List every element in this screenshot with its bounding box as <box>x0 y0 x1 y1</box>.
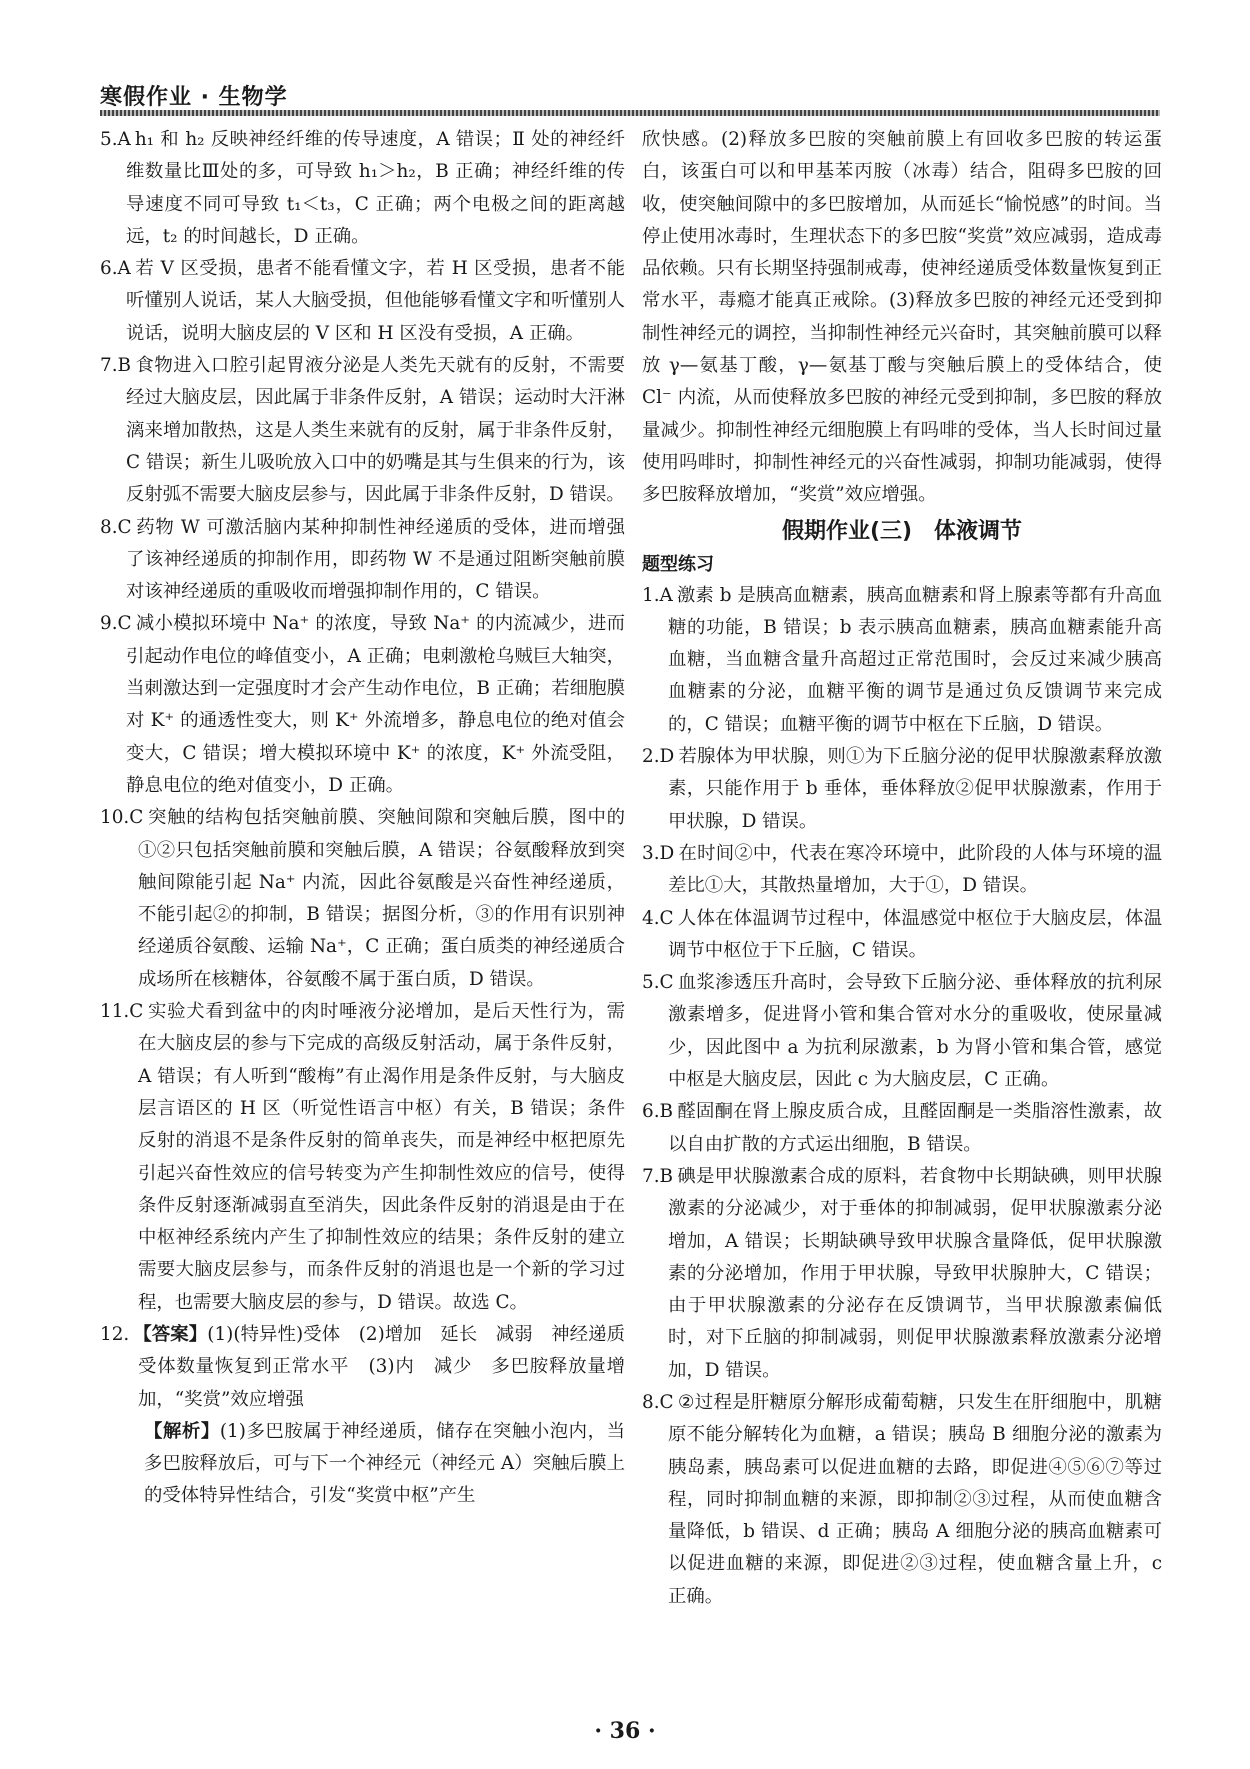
page-header <box>100 80 1160 111</box>
sub-title: 题型练习 <box>642 553 714 575</box>
header-rule <box>100 110 1160 116</box>
answer-item: 6.B 醛固酮在肾上腺皮质合成，且醛固酮是一类脂溶性激素，故以自由扩散的方式运出细胞，B 错误。 <box>642 1101 1162 1155</box>
answer-item: 9.C 减小模拟环境中 Na⁺ 的浓度，导致 Na⁺ 的内流减少，进而引起动作电位的峰值变小，A 正确；电刺激枪乌贼巨大轴突，当刺激达到一定强度时才会产生动作电位，B 正确；若细胞膜对 K⁺ 的通透性变大，则 K⁺ 外流增多，静息电位的绝对值会变大，C 错误；增大模拟环境中 K⁺ 的浓度，K⁺ 外流受阻，静息电位的绝对值变小，D 正确。 <box>100 613 625 796</box>
header-title: 寒假作业 · 生物学 <box>100 85 288 110</box>
section-title: 假期作业(三) 体液调节 <box>781 518 1023 544</box>
analysis-text: (1)多巴胺属于神经递质，储存在突触小泡内，当多巴胺释放后，可与下一个神经元（神经元 A）突触后膜上的受体特异性结合，引发“奖赏中枢”产生 <box>144 1420 625 1507</box>
analysis-paragraph <box>100 1416 625 1513</box>
answer-item: 10.C 突触的结构包括突触前膜、突触间隙和突触后膜，图中的①②只包括突触前膜和突触后膜，A 错误；谷氨酸释放到突触间隙能引起 Na⁺ 内流，因此谷氨酸是兴奋性神经递质，不能引起②的抑制，B 错误；据图分析，③的作用有识别神经递质谷氨酸、运输 Na⁺，C 正确；蛋白质类的神经递质合成场所在核糖体，谷氨酸不属于蛋白质，D 错误。 <box>100 807 625 990</box>
answer-item: 5.A h₁ 和 h₂ 反映神经纤维的传导速度，A 错误；Ⅱ 处的神经纤维数量比Ⅲ处的多，可导致 h₁＞h₂，B 正确；神经纤维的传导速度不同可导致 t₁＜t₃，C 正确；两个电极之间的距离越远，t₂ 的时间越长，D 正确。 <box>100 129 625 247</box>
answer-item: 11.C 实验犬看到盆中的肉时唾液分泌增加，是后天性行为，需在大脑皮层的参与下完成的高级反射活动，属于条件反射，A 错误；有人听到“酸梅”有止渴作用是条件反射，与大脑皮层言语区的 H 区（听觉性语言中枢）有关，B 错误；条件反射的消退不是条件反射的简单丧失，而是神经中枢把原先引起兴奋性效应的信号转变为产生抑制性效应的信号，使得条件反射逐渐减弱直至消失，因此条件反射的消退是由于在中枢神经系统内产生了抑制性效应的结果；条件反射的建立需要大脑皮层参与，而条件反射的消退也是一个新的学习过程，也需要大脑皮层的参与，D 错误。故选 C。 <box>100 1001 625 1313</box>
page-number: · 36 · <box>594 1718 656 1744</box>
analysis-label: 【解析】 <box>144 1420 220 1442</box>
answer-label: 【答案】 <box>133 1323 208 1345</box>
left-column <box>100 124 625 1513</box>
answer-item: 8.C 药物 W 可激活脑内某种抑制性神经递质的受体，进而增强了该神经递质的抑制作用，即药物 W 不是通过阻断突触前膜对该神经递质的重吸收而增强抑制作用的，C 错误。 <box>100 516 625 603</box>
answer-item: 8.C ②过程是肝糖原分解形成葡萄糖，只发生在肝细胞中，肌糖原不能分解转化为血糖，a 错误；胰岛 B 细胞分泌的激素为胰岛素，胰岛素可以促进血糖的去路，即促进④⑤⑥⑦等过程，同时抑制血糖的来源，即抑制②③过程，从而使血糖含量降低，b 错误、d 正确；胰岛 A 细胞分泌的胰高血糖素可以促进血糖的来源，即促进②③过程，使血糖含量上升，c 正确。 <box>642 1391 1162 1607</box>
analysis-continuation: 欣快感。(2)释放多巴胺的突触前膜上有回收多巴胺的转运蛋白，该蛋白可以和甲基苯丙胺（冰毒）结合，阻碍多巴胺的回收，使突触间隙中的多巴胺增加，从而延长“愉悦感”的时间。当停止使用冰毒时，生理状态下的多巴胺“奖赏”效应减弱，造成毒品依赖。只有长期坚持强制戒毒，使神经递质受体数量恢复到正常水平，毒瘾才能真正戒除。(3)释放多巴胺的神经元还受到抑制性神经元的调控，当抑制性神经元兴奋时，其突触前膜可以释放 γ—氨基丁酸，γ—氨基丁酸与突触后膜上的受体结合，使 Cl⁻ 内流，从而使释放多巴胺的神经元受到抑制，多巴胺的释放量减少。抑制性神经元细胞膜上有吗啡的受体，当人长时间过量使用吗啡时，抑制性神经元的兴奋性减弱，抑制功能减弱，使得多巴胺释放增加，“奖赏”效应增强。 <box>642 129 1162 506</box>
answer-item: 7.B 碘是甲状腺激素合成的原料，若食物中长期缺碘，则甲状腺激素的分泌减少，对于垂体的抑制减弱，促甲状腺激素分泌增加，A 错误；长期缺碘导致甲状腺含量降低，促甲状腺激素的分泌增加，作用于甲状腺，导致甲状腺肿大，C 错误；由于甲状腺激素的分泌存在反馈调节，当甲状腺激素偏低时，对下丘脑的抑制减弱，则促甲状腺激素释放激素分泌增加，D 错误。 <box>642 1165 1162 1381</box>
answer-item: 5.C 血浆渗透压升高时，会导致下丘脑分泌、垂体释放的抗利尿激素增多，促进肾小管和集合管对水分的重吸收，使尿量减少，因此图中 a 为抗利尿激素，b 为肾小管和集合管，感觉中枢是大脑皮层，因此 c 为大脑皮层，C 正确。 <box>642 972 1162 1091</box>
answer-item: 3.D 在时间②中，代表在寒冷环境中，此阶段的人体与环境的温差比①大，其散热量增加，大于①，D 错误。 <box>642 842 1162 897</box>
answer-item: 6.A 若 V 区受损，患者不能看懂文字，若 H 区受损，患者不能听懂别人说话，某人大脑受损，但他能够看懂文字和听懂别人说话，说明大脑皮层的 V 区和 H 区没有受损，A 正确。 <box>100 258 625 344</box>
answer-item-12: 12. 【答案】(1)(特异性)受体 (2)增加 延长 减弱 神经递质受体数量恢复到正常水平 (3)内 减少 多巴胺释放量增加，“奖赏”效应增强 <box>100 1323 625 1410</box>
answer-item: 1.A 激素 b 是胰高血糖素，胰高血糖素和肾上腺素等都有升高血糖的功能，B 错误；b 表示胰高血糖素，胰高血糖素能升高血糖，当血糖含量升高超过正常范围时，会反过来减少胰高血糖素的分泌，血糖平衡的调节是通过负反馈调节来完成的，C 错误；血糖平衡的调节中枢在下丘脑，D 错误。 <box>642 584 1162 735</box>
answer-item: 4.C 人体在体温调节过程中，体温感觉中枢位于大脑皮层，体温调节中枢位于下丘脑，C 错误。 <box>642 907 1162 961</box>
right-column <box>642 124 1162 1613</box>
answer-item: 2.D 若腺体为甲状腺，则①为下丘脑分泌的促甲状腺激素释放激素，只能作用于 b 垂体，垂体释放②促甲状腺激素，作用于甲状腺，D 错误。 <box>642 746 1162 832</box>
answer-item: 7.B 食物进入口腔引起胃液分泌是人类先天就有的反射，不需要经过大脑皮层，因此属于非条件反射，A 错误；运动时大汗淋漓来增加散热，这是人类生来就有的反射，属于非条件反射，C 错误；新生儿吸吮放入口中的奶嘴是其与生俱来的行为，该反射弧不需要大脑皮层参与，因此属于非条件反射，D 错误。 <box>100 355 625 506</box>
answer-text: (1)(特异性)受体 (2)增加 延长 减弱 神经递质受体数量恢复到正常水平 (3)内 减少 多巴胺释放量增加，“奖赏”效应增强 <box>138 1323 625 1410</box>
